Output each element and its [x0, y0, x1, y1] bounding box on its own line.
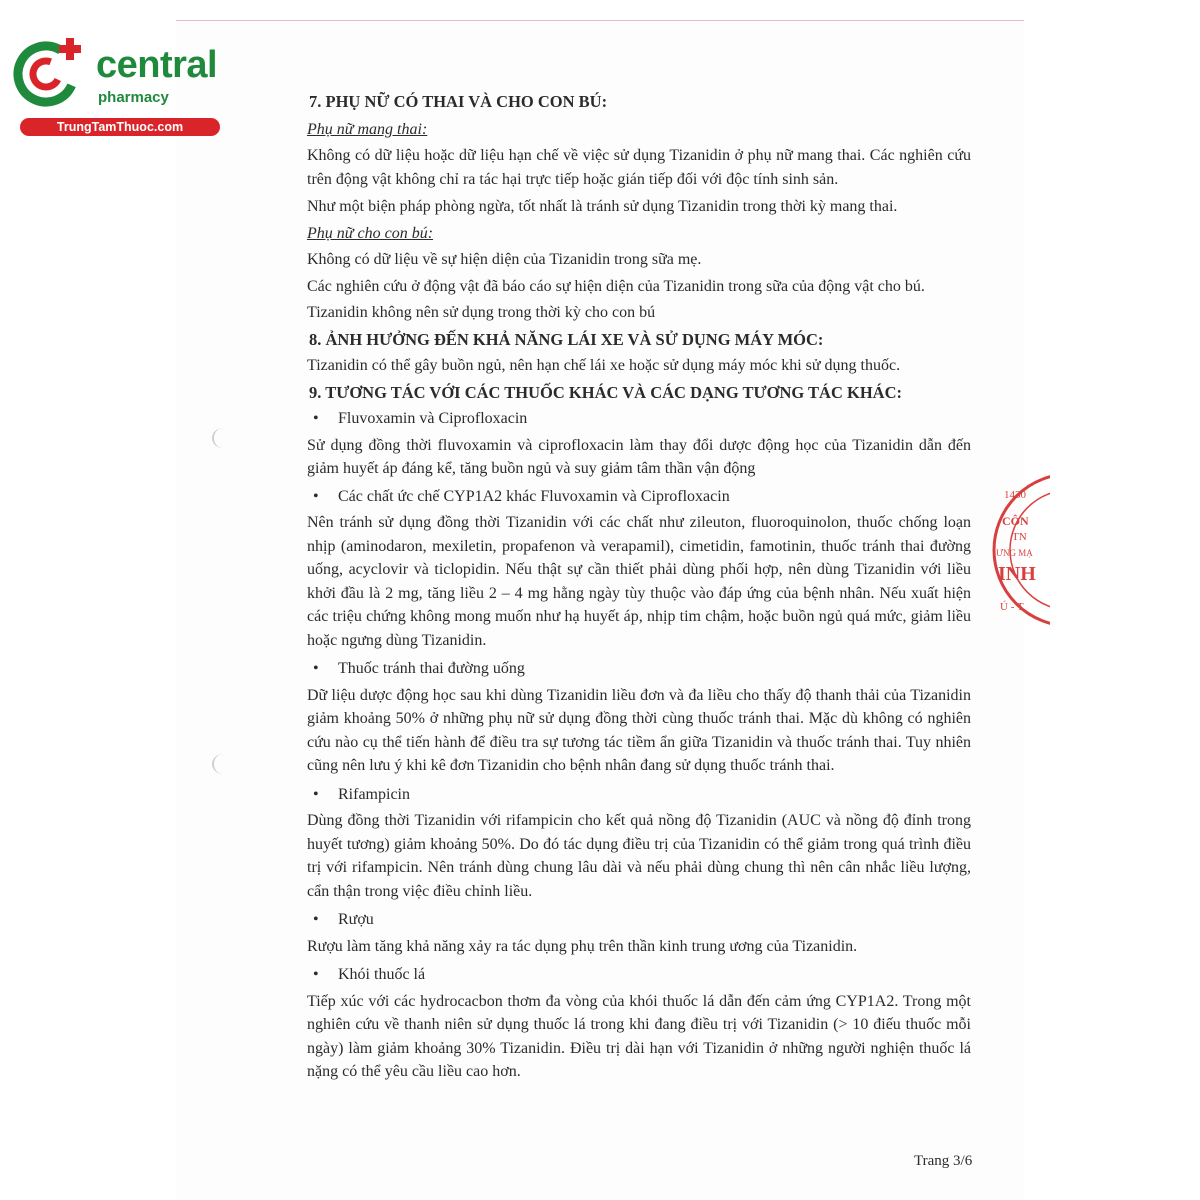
- pharmacy-cross-icon: [10, 36, 90, 116]
- fluvoxamin-paragraph: Sử dụng đồng thời fluvoxamin và ciprofloxacin làm thay đổi dược động học của Tizanidin dẫn đến giảm huyết áp đáng kể, tăng buồn ngủ và suy giảm tâm thần vận động: [307, 436, 971, 477]
- bullet-dot: •: [313, 487, 319, 505]
- pregnancy-paragraph-1: Không có dữ liệu hoặc dữ liệu hạn chế về việc sử dụng Tizanidin ở phụ nữ mang thai. Các nghiên cứu trên động vật không chỉ ra tác hại trực tiếp hoặc gián tiếp đối với độc tính sinh sản.: [307, 147, 971, 188]
- svg-text:INH: INH: [998, 563, 1036, 585]
- bullet-contraceptive: [307, 657, 971, 681]
- alcohol-paragraph: Rượu làm tăng khả năng xảy ra tác dụng phụ trên thần kinh trung ương của Tizanidin.: [307, 937, 858, 955]
- bullet-dot: •: [313, 911, 319, 928]
- breastfeeding-paragraph-1: Không có dữ liệu về sự hiện diện của Tizanidin trong sữa mẹ.: [307, 251, 702, 268]
- logo-tagline: pharmacy: [98, 89, 169, 106]
- rifampicin-paragraph: Dùng đồng thời Tizanidin với rifampicin cho kết quả nồng độ Tizanidin (AUC và nồng độ đỉnh trong huyết tương) giảm khoảng 50%. Do đó tác dụng điều trị của Tizanidin có thể giảm trong quá trình điều trị với rifampicin. Nên tránh dùng chung lâu dài và nếu phải dùng chung thì nên cân nhắc liều lượng, cẩn thận trong việc điều chỉnh liều.: [307, 812, 971, 900]
- bullet-label: Rifampicin: [338, 785, 410, 803]
- bullet-cyp1a2: [307, 485, 971, 509]
- driving-paragraph: Tizanidin có thể gây buồn ngủ, nên hạn chế lái xe hoặc sử dụng máy móc khi sử dụng thuốc.: [307, 357, 901, 374]
- document-content: [307, 90, 971, 1084]
- bullet-label: Khói thuốc lá: [338, 966, 426, 983]
- bullet-label: Rượu: [338, 911, 374, 928]
- punch-hole-top: [212, 428, 234, 448]
- logo-brand-name: central: [96, 44, 218, 86]
- company-seal-stamp: [990, 470, 1050, 630]
- bullet-alcohol: [307, 908, 971, 932]
- bullet-label: Fluvoxamin và Ciprofloxacin: [338, 410, 528, 427]
- smoking-paragraph: Tiếp xúc với các hydrocacbon thơm đa vòng của khói thuốc lá dẫn đến cảm ứng CYP1A2. Trong một nghiên cứu về thanh niên sử dụng thuốc lá trong khi đang điều trị với Tizanidin (> 10 điếu thuốc mỗi ngày) làm giảm khoảng 30% Tizanidin. Điều trị dài hạn với Tizanidin ở những người nghiện thuốc lá nặng có thể yêu cầu liều cao hơn.: [307, 992, 971, 1080]
- page-top-rule: [176, 20, 1024, 21]
- subheading-breastfeeding: Phụ nữ cho con bú:: [307, 224, 434, 242]
- bullet-dot: •: [313, 410, 319, 427]
- svg-text:TN: TN: [1012, 531, 1027, 543]
- bullet-rifampicin: [307, 783, 971, 807]
- pregnancy-paragraph-2: Như một biện pháp phòng ngừa, tốt nhất là tránh sử dụng Tizanidin trong thời kỳ mang thai.: [307, 198, 898, 215]
- bullet-label: Các chất ức chế CYP1A2 khác Fluvoxamin và Ciprofloxacin: [338, 487, 730, 505]
- punch-hole-bottom: [212, 754, 234, 774]
- bullet-dot: •: [313, 660, 319, 677]
- central-pharmacy-logo: [10, 36, 218, 136]
- svg-text:CÔN: CÔN: [1002, 514, 1029, 528]
- svg-text:1430: 1430: [1004, 489, 1026, 501]
- page-number: Trang 3/6: [914, 1153, 973, 1169]
- svg-text:ƯNG MẠ: ƯNG MẠ: [996, 548, 1033, 558]
- logo-website: TrungTamThuoc.com: [20, 118, 220, 136]
- bullet-dot: •: [313, 785, 319, 803]
- section-9-heading: 9. TƯƠNG TÁC VỚI CÁC THUỐC KHÁC VÀ CÁC DẠNG TƯƠNG TÁC KHÁC:: [309, 382, 902, 402]
- cyp1a2-paragraph: Nên tránh sử dụng đồng thời Tizanidin với các chất như zileuton, fluoroquinolon, thuốc chống loạn nhịp (aminodaron, mexiletin, propafenon và verapamil), cimetidin, famotinin, thuốc tránh thai đường uống, acyclovir và ticlopidin. Nếu thật sự cần thiết phải dùng phối hợp, nên dùng Tizanidin với liều khởi đầu là 2 mg, tăng liều 2 – 4 mg hằng ngày tùy thuộc vào đáp ứng của bệnh nhân. Nếu xuất hiện các triệu chứng không mong muốn như hạ huyết áp, nhịp tim chậm, hoặc buồn ngủ quá mức, giảm liều hoặc ngưng dùng Tizanidin.: [307, 514, 971, 649]
- breastfeeding-paragraph-2: Các nghiên cứu ở động vật đã báo cáo sự hiện diện của Tizanidin trong sữa của động vật cho bú.: [307, 277, 925, 295]
- breastfeeding-paragraph-3: Tizanidin không nên sử dụng trong thời kỳ cho con bú: [307, 304, 656, 321]
- bullet-dot: •: [313, 966, 319, 983]
- section-8-heading: 8. ẢNH HƯỞNG ĐẾN KHẢ NĂNG LÁI XE VÀ SỬ DỤNG MÁY MÓC:: [309, 329, 824, 349]
- contraceptive-paragraph: Dữ liệu dược động học sau khi dùng Tizanidin liều đơn và đa liều cho thấy độ thanh thải của Tizanidin giảm khoảng 50% ở những phụ nữ sử dụng đồng thời cùng thuốc tránh thai. Mặc dù không có nghiên cứu nào cụ thể tiến hành để điều tra sự tương tác tiềm ẩn giữa Tizanidin và thuốc tránh thai. Tuy nhiên cũng nên lưu ý khi kê đơn Tizanidin cho bệnh nhân đang sử dụng thuốc tránh thai.: [307, 686, 971, 774]
- section-7-heading: 7. PHỤ NỮ CÓ THAI VÀ CHO CON BÚ:: [309, 92, 608, 111]
- svg-text:Ú - T: Ú - T: [1000, 601, 1024, 613]
- subheading-pregnant: Phụ nữ mang thai:: [307, 120, 428, 138]
- bullet-fluvoxamin: [307, 407, 971, 431]
- bullet-smoking: [307, 963, 971, 987]
- bullet-label: Thuốc tránh thai đường uống: [338, 660, 525, 677]
